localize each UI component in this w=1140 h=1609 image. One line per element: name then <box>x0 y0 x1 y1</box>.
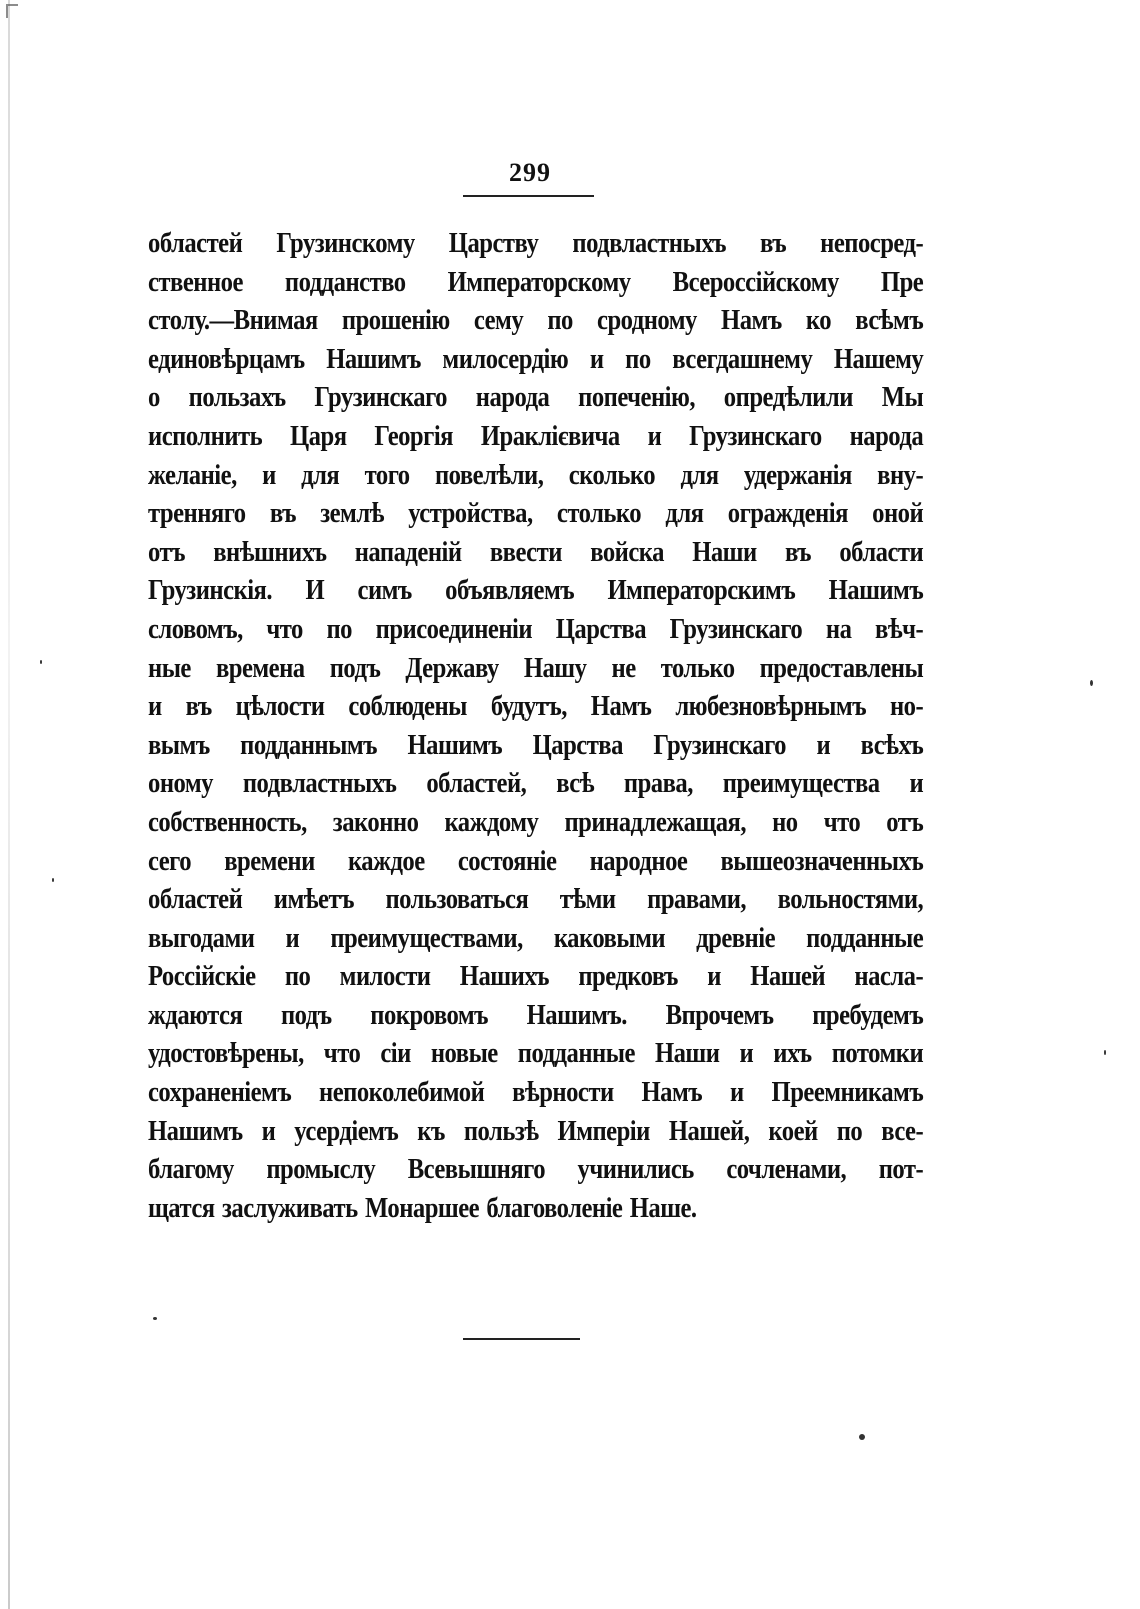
text-line: Россійскіе по милости Нашихъ предковъ и Нашей насла- <box>148 960 924 993</box>
scan-speck <box>1090 680 1093 686</box>
scan-speck <box>859 1434 865 1440</box>
text-line: столу.—Внимая прошенію сему по сродному Намъ ко всѣмъ <box>148 304 924 337</box>
header-rule <box>463 195 594 197</box>
text-line: благому промыслу Всевышняго учинились сочленами, пот- <box>148 1153 924 1186</box>
text-line: и въ цѣлости соблюдены будутъ, Намъ любезновѣрнымъ но- <box>148 690 924 723</box>
text-line: оному подвластныхъ областей, всѣ права, преимущества и <box>148 767 924 800</box>
scan-speck <box>153 1317 157 1320</box>
text-line: ственное подданство Императорскому Всероссійскому Пре <box>148 265 924 298</box>
text-line: словомъ, что по присоединеніи Царства Грузинскаго на вѣч- <box>148 612 924 645</box>
text-line: щатся заслуживать Монаршее благоволеніе Наше. <box>148 1191 697 1224</box>
text-line: сохраненіемъ непоколебимой вѣрности Намъ и Преемникамъ <box>148 1076 924 1109</box>
text-line: о пользахъ Грузинскаго народа попеченію, опредѣлили Мы <box>148 381 924 414</box>
text-line: вымъ подданнымъ Нашимъ Царства Грузинскаго и всѣхъ <box>148 728 924 761</box>
text-line: областей Грузинскому Царству подвластныхъ въ непосред- <box>148 227 924 259</box>
text-line: тренняго въ землѣ устройства, столько для огражденія оной <box>148 497 924 530</box>
text-line: сего времени каждое состояніе народное вышеозначенныхъ <box>148 844 924 877</box>
scan-edge-left <box>8 0 10 1609</box>
text-line: исполнить Царя Георгія Ираклієвича и Грузинскаго народа <box>148 419 924 452</box>
text-line: ные времена подъ Державу Нашу не только предоставлены <box>148 651 924 684</box>
scan-speck <box>1104 1050 1106 1055</box>
text-line: ждаются подъ покровомъ Нашимъ. Впрочемъ пребудемъ <box>148 998 924 1031</box>
text-line: выгодами и преимуществами, каковыми древніе подданные <box>148 921 924 954</box>
scan-speck <box>40 660 42 664</box>
text-line: отъ внѣшнихъ нападеній ввести войска Наши въ области <box>148 535 924 568</box>
text-line: областей имѣетъ пользоваться тѣми правами, вольностями, <box>148 883 924 916</box>
text-line: желаніе, и для того повелѣли, сколько для удержанія вну- <box>148 458 924 491</box>
scan-corner-mark <box>6 4 18 18</box>
text-line: единовѣрцамъ Нашимъ милосердію и по всегдашнему Нашему <box>148 342 924 375</box>
footer-rule <box>463 1338 580 1340</box>
text-line: Нашимъ и усердіемъ къ пользѣ Имперіи Нашей, коей по все- <box>148 1114 924 1147</box>
text-line: собственность, законно каждому принадлежащая, но что отъ <box>148 805 924 838</box>
scan-speck <box>52 878 54 882</box>
text-line: удостовѣрены, что сіи новые подданные Наши и ихъ потомки <box>148 1037 924 1070</box>
body-text <box>148 224 923 1227</box>
page-number: 299 <box>509 158 551 187</box>
text-line: Грузинскія. И симъ объявляемъ Императорскимъ Нашимъ <box>148 574 924 607</box>
